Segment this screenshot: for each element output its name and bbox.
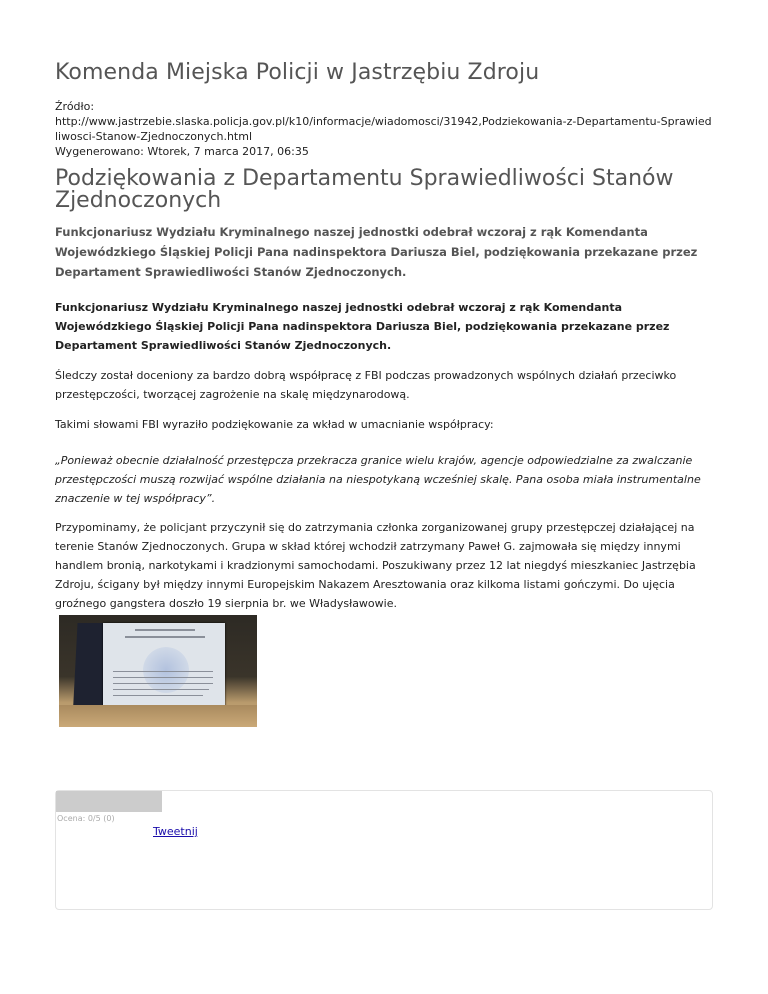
site-title: Komenda Miejska Policji w Jastrzębiu Zdroju (55, 60, 540, 85)
tweet-link[interactable]: Tweetnij (153, 825, 198, 838)
article-title: Podziękowania z Departamentu Sprawiedliwości Stanów Zjednoczonych (55, 166, 674, 213)
source-url: http://www.jastrzebie.slaska.policja.gov.pl/k10/informacje/wiadomosci/31942,Podziekowania-z-Departamentu-Sprawiedliwosci-Stanow-Zjednoczonych.html (55, 115, 712, 143)
article-paragraph: Śledczy został doceniony za bardzo dobrą współpracę z FBI podczas prowadzonych wspólnych działań przeciwko przestępczości, tworzącej zagrożenie na skalę międzynarodową. (55, 369, 677, 401)
article-paragraph-bold: Funkcjonariusz Wydziału Kryminalnego naszej jednostki odebrał wczoraj z rąk Komendanta Wojewódzkiego Śląskiej Policji Pana nadinspektora Dariusza Biel, podziękowania przekazane przez Departament Sprawiedliwości Stanów Zjednoczonych. (55, 301, 670, 352)
article-quote: „Ponieważ obecnie działalność przestępcza przekracza granice wielu krajów, agencje odpowiedzialne za zwalczanie przestępczości muszą rozwijać wspólne działania na niespotykaną wcześniej skalę. Pana osoba miała instrumentalne znaczenie w tej współpracy”. (55, 454, 701, 505)
article-paragraph: Przypominamy, że policjant przyczynił się do zatrzymania członka zorganizowanej grupy przestępczej działającej na terenie Stanów Zjednoczonych. Grupa w skład której wchodził zatrzymany Paweł G. zajmowała się między innymi handlem bronią, narkotykami i kradzionymi samochodami. Poszukiwany przez 12 lat niegdyś mieszkaniec Jastrzębia Zdroju, ścigany był między innymi Europejskim Nakazem Aresztowania oraz kilkoma listami gończymi. Do ujęcia groźnego gangstera doszło 19 sierpnia br. we Władysławowie. (55, 521, 696, 610)
rating-text: Ocena: 0/5 (0) (57, 814, 115, 823)
source-meta (55, 99, 713, 159)
generated-date: Wygenerowano: Wtorek, 7 marca 2017, 06:35 (55, 145, 309, 158)
article-paragraph: Takimi słowami FBI wyraziło podziękowanie za wkład w umacnianie współpracy: (55, 418, 494, 431)
rating-panel (55, 790, 713, 910)
photo-table (59, 705, 257, 727)
article-lead: Funkcjonariusz Wydziału Kryminalnego naszej jednostki odebrał wczoraj z rąk Komendanta Wojewódzkiego Śląskiej Policji Pana nadinspektora Dariusza Biel, podziękowania przekazane przez Departament Sprawiedliwości Stanów Zjednoczonych. (55, 225, 698, 279)
certificate-photo[interactable] (59, 615, 257, 727)
rating-stars[interactable] (56, 791, 162, 812)
source-label: Źródło: (55, 100, 95, 113)
